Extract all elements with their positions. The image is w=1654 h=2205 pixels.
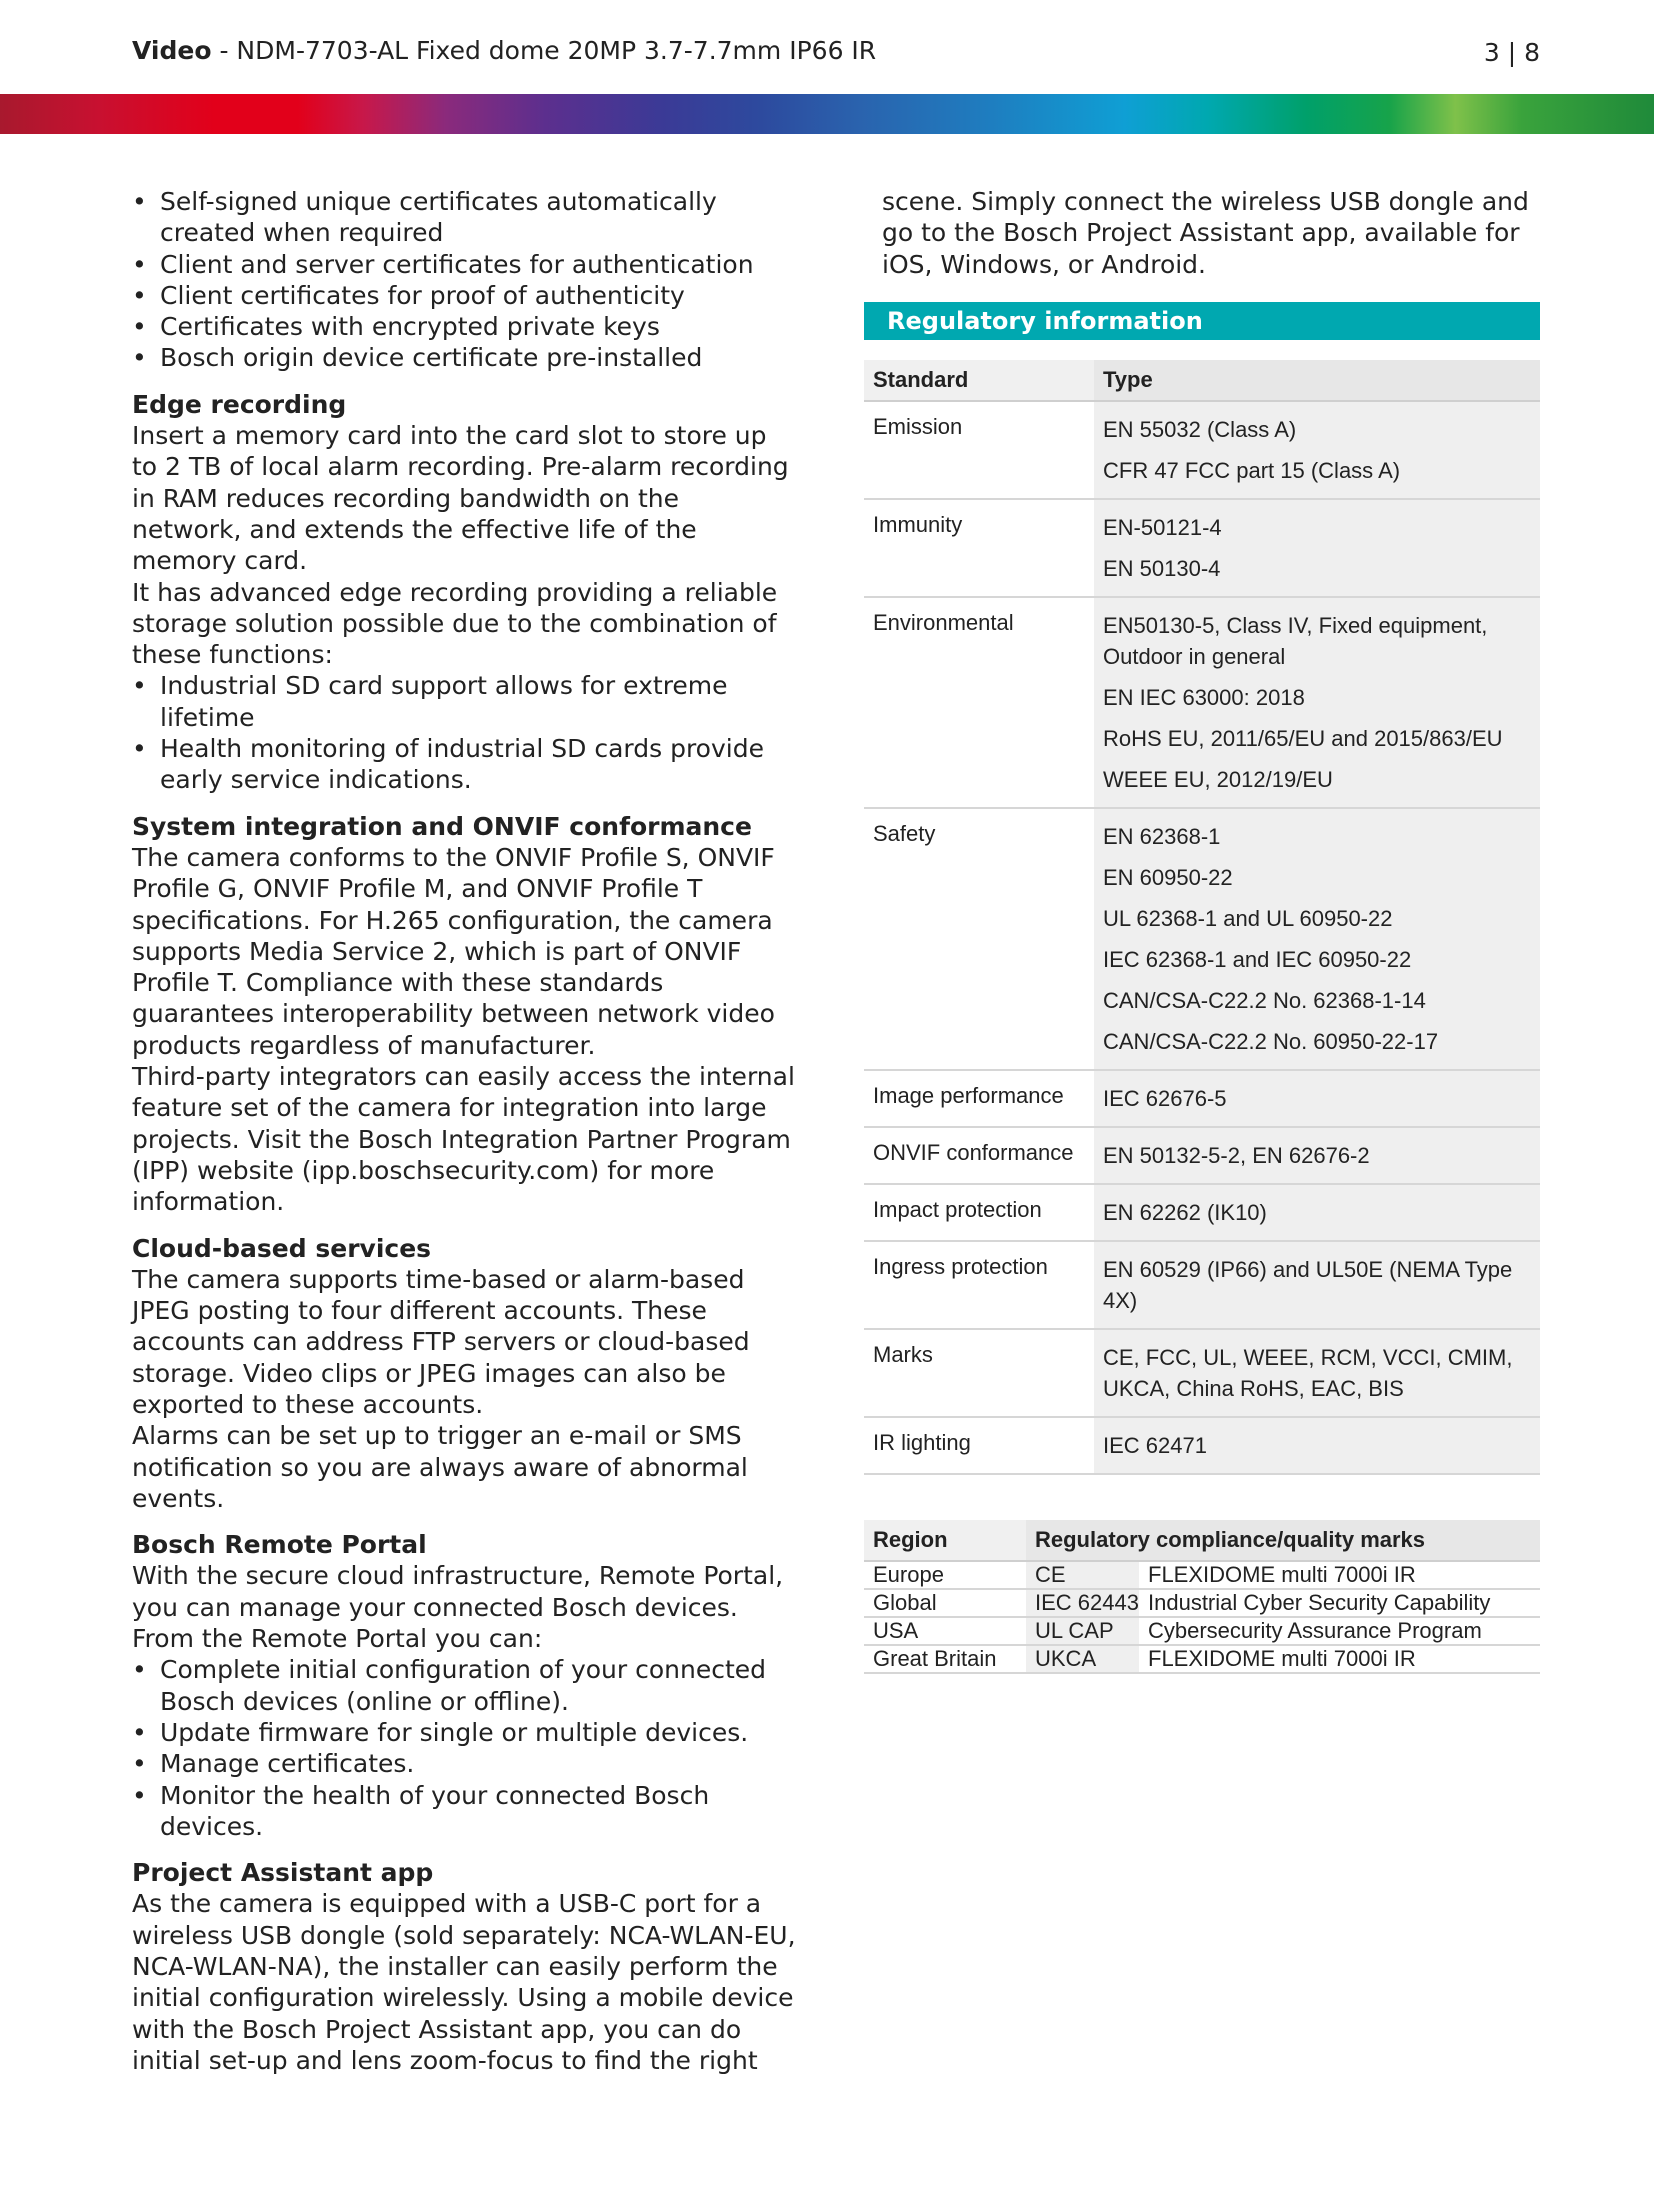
standard-cell: Environmental	[864, 597, 1094, 808]
standard-cell: ONVIF conformance	[864, 1127, 1094, 1184]
type-cell	[1094, 597, 1540, 808]
list-item: • Monitor the health of your connected Bosch devices.	[132, 1780, 796, 1843]
region-cell: Global	[864, 1589, 1026, 1617]
regions-table	[864, 1520, 1540, 1674]
document-title-category: Video	[132, 36, 212, 65]
type-line: EN 50130-4	[1103, 556, 1221, 581]
list-item: • Bosch origin device certificate pre-installed	[132, 342, 796, 373]
section-heading: Edge recording	[132, 389, 347, 419]
type-cell	[1094, 1070, 1540, 1127]
type-cell	[1094, 1329, 1540, 1417]
description-cell: Industrial Cyber Security Capability	[1139, 1589, 1540, 1617]
section-heading: Bosch Remote Portal	[132, 1530, 427, 1560]
region-cell: Great Britain	[864, 1645, 1026, 1673]
section-onvif	[132, 811, 796, 1218]
paragraph: The camera conforms to the ONVIF Profile S, ONVIF Profile G, ONVIF Profile M, and ONVIF Profile T specifications. For H.265 configuration, the camera supports Media Service 2, which is part of ONVIF Profile T. Compliance with these standards guarantees interoperability between network video products regardless of manufacturer.	[132, 842, 775, 1060]
table-row	[864, 597, 1540, 808]
type-line: EN 60529 (IP66) and UL50E (NEMA Type 4X)	[1103, 1257, 1513, 1313]
list-item: • Update firmware for single or multiple devices.	[132, 1717, 796, 1748]
table-row	[864, 1127, 1540, 1184]
type-line: EN 60950-22	[1103, 865, 1233, 890]
standard-cell: IR lighting	[864, 1417, 1094, 1474]
table-header-row	[864, 1520, 1540, 1561]
description-cell: FLEXIDOME multi 7000i IR	[1139, 1561, 1540, 1589]
certificate-list	[132, 186, 796, 374]
standard-cell: Impact protection	[864, 1184, 1094, 1241]
type-line: WEEE EU, 2012/19/EU	[1103, 767, 1333, 792]
list-item: • Industrial SD card support allows for extreme lifetime	[132, 670, 796, 733]
brand-color-band	[0, 94, 1654, 134]
type-line: EN 62262 (IK10)	[1103, 1200, 1267, 1225]
type-line: CFR 47 FCC part 15 (Class A)	[1103, 458, 1401, 483]
standard-cell: Safety	[864, 808, 1094, 1070]
type-line: IEC 62471	[1103, 1433, 1207, 1458]
paragraph: Alarms can be set up to trigger an e-mail or SMS notification so you are always aware of abnormal events.	[132, 1421, 748, 1513]
type-line: IEC 62368-1 and IEC 60950-22	[1103, 947, 1412, 972]
paragraph: Insert a memory card into the card slot to store up to 2 TB of local alarm recording. Pre-alarm recording in RAM reduces recording bandwidth on the network, and extends the effective life of the memory card.	[132, 421, 789, 576]
standard-cell: Emission	[864, 401, 1094, 499]
paragraph: With the secure cloud infrastructure, Remote Portal, you can manage your connected Bosch devices. From the Remote Portal you can:	[132, 1561, 784, 1654]
mark-cell: IEC 62443	[1026, 1589, 1139, 1617]
standard-cell: Immunity	[864, 499, 1094, 597]
column-header: Type	[1094, 360, 1540, 401]
page-header	[0, 0, 1654, 94]
section-heading: Cloud-based services	[132, 1233, 432, 1263]
standard-cell: Image performance	[864, 1070, 1094, 1127]
mark-cell: UKCA	[1026, 1645, 1139, 1673]
document-title-product: - NDM-7703-AL Fixed dome 20MP 3.7-7.7mm IP66 IR	[211, 36, 877, 65]
type-cell	[1094, 401, 1540, 499]
type-cell	[1094, 808, 1540, 1070]
type-line: EN-50121-4	[1103, 515, 1222, 540]
table-row	[864, 1241, 1540, 1329]
column-header: Standard	[864, 360, 1094, 401]
list-item: • Certificates with encrypted private keys	[132, 311, 796, 342]
table-row	[864, 1617, 1540, 1645]
table-row	[864, 401, 1540, 499]
type-cell	[1094, 1127, 1540, 1184]
list-item: • Complete initial configuration of your connected Bosch devices (online or offline).	[132, 1654, 796, 1717]
region-cell: USA	[864, 1617, 1026, 1645]
table-header-row	[864, 360, 1540, 401]
table-row	[864, 1417, 1540, 1474]
section-project-assistant	[132, 1857, 796, 2076]
page-number: 3 | 8	[1483, 38, 1540, 67]
type-line: EN IEC 63000: 2018	[1103, 685, 1305, 710]
table-row	[864, 499, 1540, 597]
standard-cell: Ingress protection	[864, 1241, 1094, 1329]
list-item: • Manage certificates.	[132, 1748, 796, 1779]
mark-cell: UL CAP	[1026, 1617, 1139, 1645]
column-header: Regulatory compliance/quality marks	[1026, 1520, 1540, 1561]
table-row	[864, 1561, 1540, 1589]
list-item: • Client certificates for proof of authenticity	[132, 280, 796, 311]
section-heading: System integration and ONVIF conformance	[132, 811, 752, 841]
mark-cell: CE	[1026, 1561, 1139, 1589]
table-row	[864, 1645, 1540, 1673]
type-cell	[1094, 499, 1540, 597]
standards-table	[864, 360, 1540, 1475]
type-cell	[1094, 1417, 1540, 1474]
remote-portal-list	[132, 1654, 796, 1842]
description-cell: Cybersecurity Assurance Program	[1139, 1617, 1540, 1645]
type-line: EN50130-5, Class IV, Fixed equipment, Outdoor in general	[1103, 613, 1488, 669]
table-row	[864, 1589, 1540, 1617]
type-cell	[1094, 1184, 1540, 1241]
type-line: EN 55032 (Class A)	[1103, 417, 1297, 442]
edge-recording-list	[132, 670, 796, 795]
type-line: CE, FCC, UL, WEEE, RCM, VCCI, CMIM, UKCA, China RoHS, EAC, BIS	[1103, 1345, 1513, 1401]
type-line: EN 50132-5-2, EN 62676-2	[1103, 1143, 1370, 1168]
paragraph: The camera supports time-based or alarm-based JPEG posting to four different accounts. These accounts can address FTP servers or cloud-based storage. Video clips or JPEG images can also be exported to these accounts.	[132, 1264, 750, 1419]
table-row	[864, 1184, 1540, 1241]
region-cell: Europe	[864, 1561, 1026, 1589]
left-column	[132, 186, 796, 2076]
type-line: CAN/CSA-C22.2 No. 62368-1-14	[1103, 988, 1426, 1013]
standard-cell: Marks	[864, 1329, 1094, 1417]
type-line: UL 62368-1 and UL 60950-22	[1103, 906, 1393, 931]
type-line: IEC 62676-5	[1103, 1086, 1227, 1111]
type-cell	[1094, 1241, 1540, 1329]
list-item: • Self-signed unique certificates automatically created when required	[132, 186, 796, 249]
continued-paragraph: scene. Simply connect the wireless USB dongle and go to the Bosch Project Assistant app, available for iOS, Windows, or Android.	[882, 187, 1529, 279]
regulatory-information-banner: Regulatory information	[864, 302, 1540, 340]
type-line: RoHS EU, 2011/65/EU and 2015/863/EU	[1103, 726, 1503, 751]
column-header: Region	[864, 1520, 1026, 1561]
section-heading: Project Assistant app	[132, 1858, 434, 1888]
section-edge-recording	[132, 389, 796, 796]
table-row	[864, 1070, 1540, 1127]
section-cloud-services	[132, 1233, 796, 1515]
table-row	[864, 1329, 1540, 1417]
list-item: • Health monitoring of industrial SD cards provide early service indications.	[132, 733, 796, 796]
table-row	[864, 808, 1540, 1070]
type-line: EN 62368-1	[1103, 824, 1221, 849]
paragraph: Third-party integrators can easily access the internal feature set of the camera for integration into large projects. Visit the Bosch Integration Partner Program (IPP) website (ipp.boschsecurity.com) for more information.	[132, 1062, 795, 1217]
list-item: • Client and server certificates for authentication	[132, 249, 796, 280]
paragraph: It has advanced edge recording providing a reliable storage solution possible due to the combination of these functions:	[132, 577, 778, 670]
section-remote-portal	[132, 1529, 796, 1842]
document-title	[132, 36, 876, 65]
description-cell: FLEXIDOME multi 7000i IR	[1139, 1645, 1540, 1673]
type-line: CAN/CSA-C22.2 No. 60950-22-17	[1103, 1029, 1439, 1054]
paragraph: As the camera is equipped with a USB-C port for a wireless USB dongle (sold separately: NCA-WLAN-EU, NCA-WLAN-NA), the installer can easily perform the initial configuration wirelessly. Using a mobile device with the Bosch Project Assistant app, you can do initial set-up and lens zoom-focus to find the right	[132, 1889, 796, 2075]
